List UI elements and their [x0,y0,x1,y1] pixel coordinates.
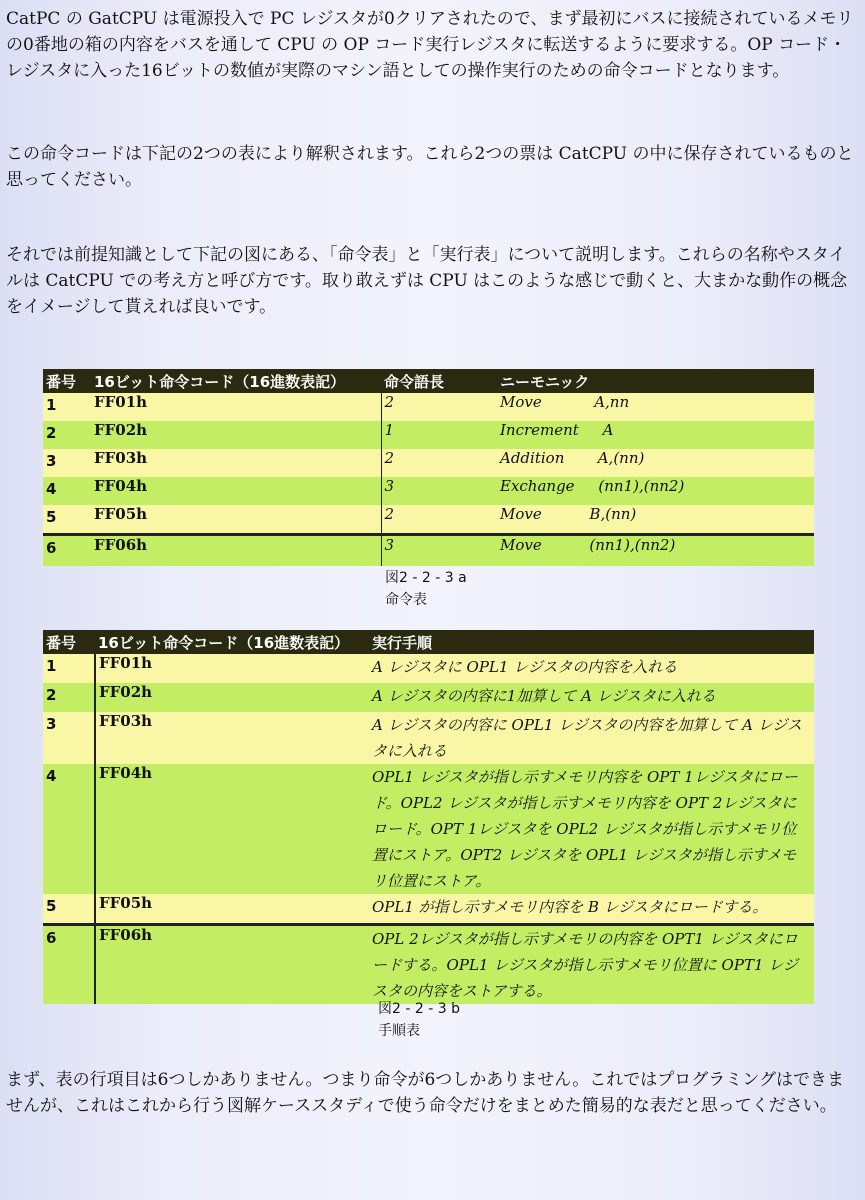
row-number: 1 [43,654,95,683]
figure-caption [385,567,467,611]
table-row [43,477,814,505]
row-code: FF06h [95,925,369,1005]
intro-paragraph: CatPC の GatCPU は電源投入で PC レジスタが0クリアされたので、まず最初にバスに接続されているメモリの0番地の箱の内容をバスを通して CPU の OP コード実行レジスタに転送するように要求する。OP コード・レジスタに入った16ビットの数値が実際のマシン語としての操作実行のための命令コードとなります。 [6,9,854,81]
header-procedure: 実行手順 [369,630,814,654]
row-code: FF02h [95,683,369,712]
row-length: 2 [381,505,497,535]
header-code: 16ビット命令コード（16進数表記） [91,369,381,393]
row-number: 5 [43,894,95,925]
row-mnemonic: Exchange (nn1),(nn2) [497,477,814,505]
row-mnemonic: Move A,nn [497,393,814,421]
row-number: 4 [43,477,91,505]
header-mnemonic: ニーモニック [497,369,814,393]
row-code: FF03h [95,712,369,764]
header-number: 番号 [43,369,91,393]
table-row [43,449,814,477]
summary-paragraph: まず、表の行項目は6つしかありません。つまり命令が6つしかありません。これではプログラミングはできませんが、これはこれから行う図解ケーススタディで使う命令だけをまとめた簡易的な表だと思ってください。 [6,1070,844,1116]
row-code: FF02h [91,421,381,449]
row-number: 1 [43,393,91,421]
row-mnemonic: Move B,(nn) [497,505,814,535]
row-length: 3 [381,535,497,567]
figure-number: 図2 - 2 - 3 b [378,1001,460,1017]
row-number: 2 [43,421,91,449]
row-number: 3 [43,449,91,477]
row-procedure: OPL1 レジスタが指し示すメモリ内容を OPT 1レジスタにロード。OPL2 レジスタが指し示すメモリ内容を OPT 2レジスタにロード。OPT 1レジスタを OPL2 レジスタが指し示すメモリ位置にストア。OPT2 レジスタを OPL1 レジスタが指し示すメモリ位置にストア。 [369,764,814,894]
row-code: FF01h [91,393,381,421]
figure-number: 図2 - 2 - 3 a [385,570,467,586]
row-number: 5 [43,505,91,535]
table-row [43,764,814,894]
row-code: FF04h [95,764,369,894]
row-procedure: OPL1 が指し示すメモリ内容を B レジスタにロードする。 [369,894,814,925]
header-length: 命令語長 [381,369,497,393]
row-mnemonic: Increment A [497,421,814,449]
row-number: 2 [43,683,95,712]
row-mnemonic: Addition A,(nn) [497,449,814,477]
header-code: 16ビット命令コード（16進数表記） [95,630,369,654]
row-code: FF01h [95,654,369,683]
table-row [43,894,814,925]
row-number: 4 [43,764,95,894]
row-code: FF05h [95,894,369,925]
row-procedure: A レジスタに OPL1 レジスタの内容を入れる [369,654,814,683]
table-row [43,925,814,1005]
table-explanation-paragraph: この命令コードは下記の2つの表により解釈されます。これら2つの票は CatCPU の中に保存されているものと思ってください。 [6,144,854,190]
figure-caption [378,998,460,1042]
row-length: 2 [381,449,497,477]
table-row [43,505,814,535]
table-row [43,683,814,712]
row-procedure: A レジスタの内容に1加算して A レジスタに入れる [369,683,814,712]
row-code: FF03h [91,449,381,477]
row-number: 6 [43,925,95,1005]
table-row [43,535,814,567]
figure-title: 手順表 [378,1023,420,1039]
row-procedure: A レジスタの内容に OPL1 レジスタの内容を加算して A レジスタに入れる [369,712,814,764]
procedure-table-header [43,630,814,654]
command-table [43,369,814,566]
table-row [43,654,814,683]
row-length: 3 [381,477,497,505]
row-code: FF05h [91,505,381,535]
header-number: 番号 [43,630,95,654]
row-mnemonic: Move (nn1),(nn2) [497,535,814,567]
row-length: 2 [381,393,497,421]
table-row [43,712,814,764]
procedure-table [43,630,814,1004]
table-row [43,421,814,449]
table-row [43,393,814,421]
row-length: 1 [381,421,497,449]
row-number: 3 [43,712,95,764]
row-code: FF04h [91,477,381,505]
row-number: 6 [43,535,91,567]
row-procedure: OPL 2レジスタが指し示すメモリの内容を OPT1 レジスタにロードする。OPL1 レジスタが指し示すメモリ位置に OPT1 レジスタの内容をストアする。 [369,925,814,1005]
row-code: FF06h [91,535,381,567]
command-table-header [43,369,814,393]
figure-title: 命令表 [385,592,427,608]
prerequisite-paragraph: それでは前提知識として下記の図にある、「命令表」と「実行表」について説明します。これらの名称やスタイルは CatCPU での考え方と呼び方です。取り敢えずは CPU はこのような感じで動くと、大まかな動作の概念をイメージして貰えれば良いです。 [6,245,848,317]
